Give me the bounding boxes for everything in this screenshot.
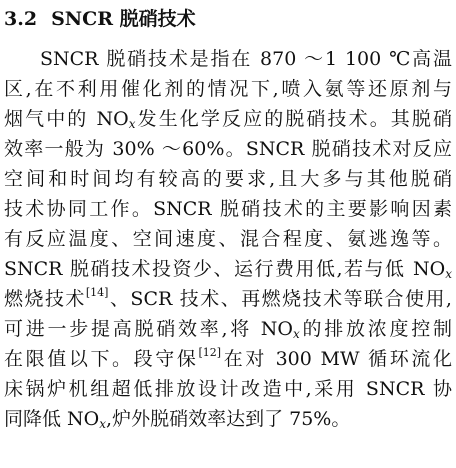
citation-ref: [14] bbox=[85, 286, 109, 299]
text-segment: 可进一步提高脱硝效率,将 NO bbox=[4, 318, 293, 340]
text-segment: SNCR 脱硝技术投资少、运行费用低,若与低 NO bbox=[4, 258, 446, 280]
text-line bbox=[4, 344, 452, 374]
text-segment: 在限值以下。段守保 bbox=[4, 348, 199, 370]
subscript: x bbox=[292, 327, 300, 341]
citation-ref: [12] bbox=[198, 346, 222, 359]
text-line bbox=[4, 104, 452, 134]
section-title: SNCR 脱硝技术 bbox=[51, 8, 196, 30]
text-segment: 的排放浓度控制 bbox=[299, 318, 452, 340]
text-segment: 在对 300 MW 循环流化 bbox=[221, 348, 452, 370]
section-heading bbox=[4, 6, 196, 32]
section-number: 3.2 bbox=[4, 8, 38, 30]
text-line: 区,在不利用催化剂的情况下,喷入氨等还原剂与 bbox=[4, 78, 452, 100]
text-line bbox=[4, 284, 452, 314]
text-segment: ,炉外脱硝效率达到了 75%。 bbox=[106, 408, 351, 430]
text-line: 空间和时间均有较高的要求,且大多与其他脱硝 bbox=[4, 168, 452, 190]
text-segment: 同降低 NO bbox=[4, 408, 100, 430]
text-line: 有反应温度、空间速度、混合程度、氨逃逸等。 bbox=[4, 228, 452, 250]
text-line bbox=[4, 314, 452, 344]
text-line: 技术协同工作。SNCR 脱硝技术的主要影响因素 bbox=[4, 198, 452, 220]
text-line bbox=[4, 254, 452, 284]
subscript: x bbox=[445, 267, 452, 281]
text-line: 效率一般为 30% ～60%。SNCR 脱硝技术对反应 bbox=[4, 138, 452, 160]
text-line: SNCR 脱硝技术是指在 870 ～1 100 ℃高温 bbox=[40, 48, 452, 70]
subscript: x bbox=[128, 117, 136, 131]
text-segment: 燃烧技术 bbox=[4, 288, 86, 310]
text-line bbox=[4, 404, 452, 434]
text-segment: 发生化学反应的脱硝技术。其脱硝 bbox=[135, 108, 452, 130]
text-segment: 烟气中的 NO bbox=[4, 108, 129, 130]
subscript: x bbox=[99, 417, 107, 431]
text-line: 床锅炉机组超低排放设计改造中,采用 SNCR 协 bbox=[4, 378, 452, 400]
text-segment: 、SCR 技术、再燃烧技术等联合使用, bbox=[108, 288, 452, 310]
